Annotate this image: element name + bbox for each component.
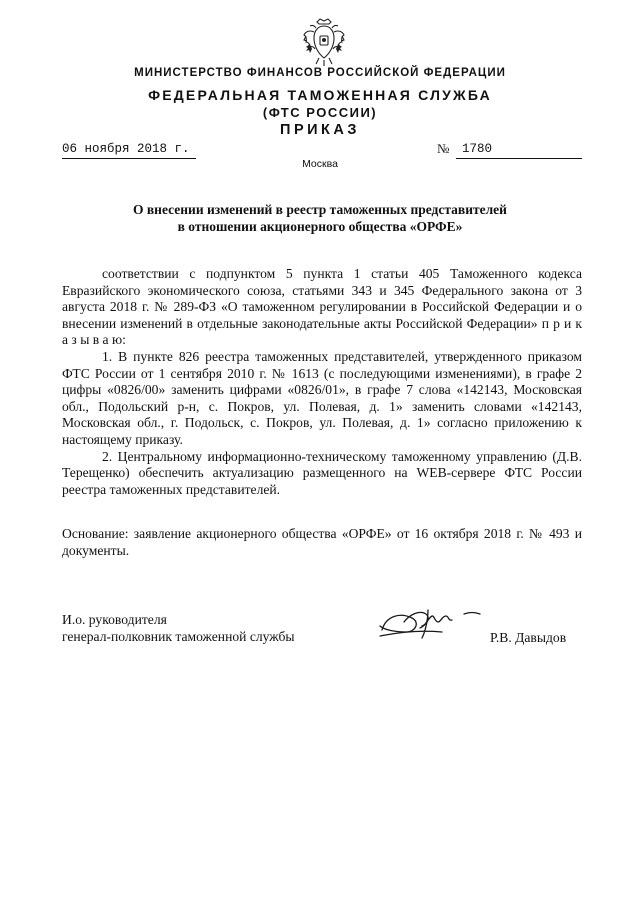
city: Москва (302, 158, 338, 170)
document-type: ПРИКАЗ (280, 122, 360, 138)
order-number: 1780 (462, 142, 493, 156)
document-subject (90, 201, 550, 235)
service-name: ФЕДЕРАЛЬНАЯ ТАМОЖЕННАЯ СЛУЖБА (148, 87, 492, 103)
preamble-text: соответствии с подпунктом 5 пункта 1 статьи 405 Таможенного кодекса Евразийского экономического союза, статьями 343 и 345 Федерального закона от 3 августа 2018 г. № 289-ФЗ «О таможенном регулировании в Российской Федерации и о внесении изменений в отдельные законодательные акты Российской Федерации» (62, 266, 582, 331)
position-line-2: генерал-полковник таможенной службы (62, 628, 295, 644)
item-1: 1. В пункте 826 реестра таможенных представителей, утвержденного приказом ФТС России от 1 сентября 2010 г. № 1613 (с последующими изменениями), в графе 2 цифры «0826/00» заменить цифрами «0826/01», в графе 7 слова «142143, Московская обл., Подольский р-н, с. Покров, ул. Полевая, д. 1» заменить словами «142143, Московская обл., г. Подольск, с. Покров, ул. Полевая, д. 1» согласно приложению к настоящему приказу. (62, 348, 582, 447)
order-date: 06 ноября 2018 г. (62, 142, 196, 159)
signatory-name: Р.В. Давыдов (490, 630, 567, 645)
item-2: 2. Центральному информационно-техническому таможенному управлению (Д.В. Терещенко) обеспечить актуализацию размещенного на WEB-сервере ФТС России реестра таможенных представителей. (62, 448, 582, 497)
handwritten-signature-icon (376, 600, 494, 644)
subject-line-1: О внесении изменений в реестр таможенных представителей (133, 202, 507, 217)
document-body (62, 266, 582, 498)
signatory-position (62, 612, 295, 645)
order-number-field (456, 142, 582, 159)
preamble-paragraph (62, 266, 582, 349)
basis-paragraph: Основание: заявление акционерного общества «ОРФЕ» от 16 октября 2018 г. № 493 и документы. (62, 526, 582, 558)
position-line-1: И.о. руководителя (62, 612, 167, 627)
ministry-name: МИНИСТЕРСТВО ФИНАНСОВ РОССИЙСКОЙ ФЕДЕРАЦИИ (134, 67, 506, 79)
emblem-icon (302, 16, 346, 68)
service-abbreviation: (ФТС РОССИИ) (262, 105, 378, 120)
decree-word: п р и к а з ы в а ю: (62, 315, 582, 348)
subject-line-2: в отношении акционерного общества «ОРФЕ» (177, 219, 463, 234)
number-sign: № (437, 141, 450, 156)
